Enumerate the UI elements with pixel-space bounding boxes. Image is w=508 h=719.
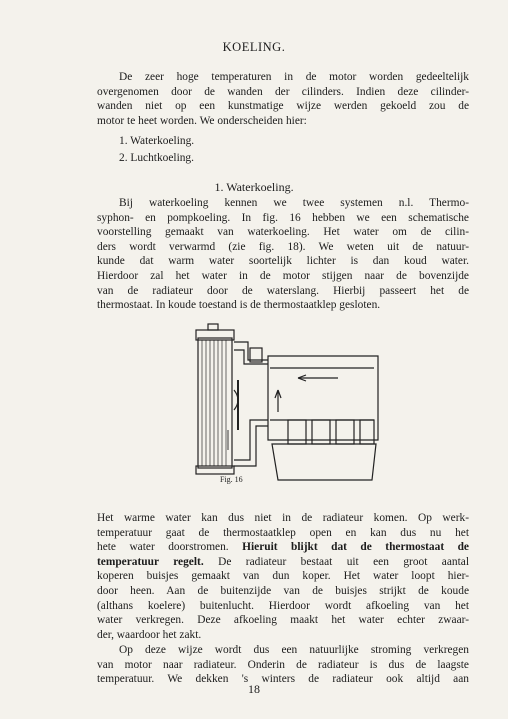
text-line: syphon- en pompkoeling. In fig. 16 hebben we een schematische [97, 211, 469, 224]
text-line: wanden niet op een kunstmatige wijze werden gekoeld zou de [97, 100, 469, 113]
text-line: der, waardoor het zakt. [97, 628, 202, 641]
text-line: Op deze wijze wordt dus een natuurlijke stroming verkregen [119, 644, 469, 656]
text-line: (althans koelere) buitenlucht. Hierdoor wordt afkoeling van het [97, 599, 469, 612]
intro-paragraph [97, 70, 469, 128]
text-line: thermostaat. In koude toestand is de thermostaatklep gesloten. [97, 299, 381, 312]
text-line: Het warme water kan dus niet in de radiateur komen. Op werk- [97, 512, 469, 524]
text-line: koperen buisjes gemaakt van dun koper. Het water loopt hier- [97, 570, 469, 583]
paragraph-2 [97, 511, 469, 642]
text-line: motor te heet worden. We onderscheiden hier: [97, 114, 307, 127]
text-line: kunde dat warm water soortelijk lichter is dan koud water. [97, 255, 469, 268]
text-run: De radiateur bestaat uit een groot aantal [218, 555, 469, 568]
list-item-waterkoeling: 1. Waterkoeling. [119, 135, 195, 147]
text-line: temperatuur gaat de thermostaatklep open en kan dus nu het [97, 526, 469, 539]
text-run: hete water doorstromen. [97, 541, 229, 554]
list-item-luchtkoeling: 2. Luchtkoeling. [119, 152, 194, 164]
text-line: door heen. Aan de buitenzijde van de buisjes strijkt de koude [97, 584, 469, 597]
paragraph-1 [97, 196, 469, 313]
text-line [97, 555, 469, 570]
text-line: Bij waterkoeling kennen we twee systemen n.l. Thermo- [119, 197, 469, 209]
text-line: voorstelling gemaakt van waterkoeling. Het water om de cilin- [97, 226, 469, 239]
text-line: temperatuur. We dekken 's winters de radiateur ook altijd aan [97, 673, 469, 686]
emphasis-text: Hieruit blijkt dat de thermostaat de [242, 541, 469, 554]
text-line [97, 540, 469, 555]
emphasis-text: temperatuur regelt. [97, 555, 204, 568]
text-line: ders wordt verwarmd (zie fig. 18). We weten uit de natuur- [97, 240, 469, 253]
paragraph-3 [97, 643, 469, 687]
text-line: De zeer hoge temperaturen in de motor worden gedeeltelijk [119, 71, 469, 83]
text-line: water verkregen. Deze afkoeling maakt het water echter zwaar- [97, 614, 469, 627]
page-title: KOELING. [222, 40, 286, 54]
radiator-core [198, 338, 232, 468]
text-line: van motor naar radiateur. Onderin de radiateur is dus de laagste [97, 658, 469, 671]
page-number: 18 [248, 682, 260, 696]
section-heading: 1. Waterkoeling. [214, 180, 294, 194]
text-line: van de radiateur door de waterslang. Hierbij passeert het de [97, 284, 469, 297]
figure-label: Fig. 16 [220, 475, 243, 484]
figure-16-diagram [188, 320, 388, 490]
text-line: Hierdoor zal het water in de motor stijgen naar de bovenzijde [97, 269, 469, 282]
text-line: overgenomen door de wanden der cilinders. Indien deze cilinder- [97, 85, 469, 98]
